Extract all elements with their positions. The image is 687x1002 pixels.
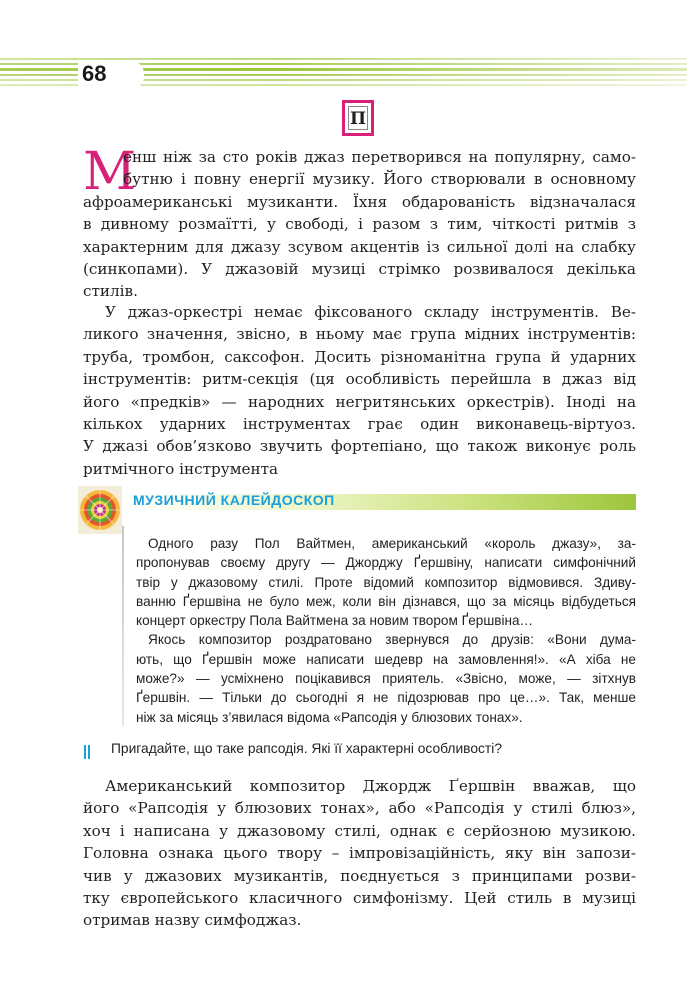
text-line: його «предків» — народних негритянських оркестрів). Іноді на xyxy=(83,392,636,411)
page-number: 68 xyxy=(82,61,107,86)
section-mark-label: П xyxy=(348,106,368,130)
question-marker-icon xyxy=(84,745,91,759)
text-line: в дивному розмаїтті, у свободі, і разом з тим, чіткості ритмів з xyxy=(83,215,636,234)
text-line: У джазі обов’язково звучить фортепіано, що також виконує роль xyxy=(83,437,636,456)
drop-cap: М xyxy=(83,142,137,202)
text-line: ванню Ґершвіна не було меж, коли він дізнався, що за місяць відбудеться xyxy=(136,593,636,609)
text-line: ликого значення, звісно, в ньому має група мідних інструментів: xyxy=(83,325,636,344)
text-line: У джаз-оркестрі немає фіксованого складу інструментів. Ве- xyxy=(105,303,636,321)
section-mark xyxy=(342,100,374,136)
text-line: труба, тромбон, саксофон. Досить різноманітна група й ударних xyxy=(83,347,636,366)
text-line: концерт оркестру Пола Вайтмена за новим твором Ґершвіна… xyxy=(136,613,534,629)
text-line: (синкопами). У джазовій музиці стрімко розвивалося декілька xyxy=(83,259,636,278)
text-line: хоч і написана у джазовому стилі, однак є серйозною музикою. xyxy=(83,821,636,840)
kaleidoscope-story xyxy=(136,534,636,727)
kaleidoscope-left-rule xyxy=(122,526,124,726)
text-line: ють, що Ґершвін може написати шедевр на замовлення!». «А хіба не xyxy=(136,651,636,667)
text-line: Якось композитор роздратовано звернувся до друзів: «Вони дума- xyxy=(148,632,636,648)
text-line: характерним для джазу зсувом акцентів із сильної долі на слабку xyxy=(83,237,636,256)
text-line: його «Рапсодія у блюзових тонах», або «Рапсодія у стилі блюз», xyxy=(83,799,636,818)
text-line: кількох ударних інструментах грає один виконавець-віртуоз. xyxy=(83,414,636,433)
text-line: енш ніж за сто років джаз перетворився на популярну, само- xyxy=(123,148,636,166)
text-line: чив у джазових музикантів, поєднується з принципами розви- xyxy=(83,866,636,885)
text-line: Американський композитор Джордж Ґершвін вважав, що xyxy=(105,777,636,795)
text-line: отримав назву симфоджаз. xyxy=(83,911,302,930)
text-line: тку європейського класичного симфонізму. Цей стиль в музиці xyxy=(83,888,636,907)
text-line: пропонував своєму другу — Джорджу Ґершвіну, написати симфонічний xyxy=(136,555,636,571)
text-line: афроамериканські музиканти. Їхня обдарованість відзначалася xyxy=(83,192,636,211)
text-line: бутню і повну енергії музику. Його створювали в основному xyxy=(123,170,636,189)
text-line: твір у джазовому стилі. Проте відомий композитор відмовився. Здиву- xyxy=(136,574,636,590)
text-line: ніж за місяць з’явилася відома «Рапсодія у блюзових тонах». xyxy=(136,709,523,725)
text-line: стилів. xyxy=(83,282,138,301)
text-line: ритмічного інструмента xyxy=(83,459,279,478)
question-text: Пригадайте, що таке рапсодія. Які її характерні особливості? xyxy=(111,741,502,756)
intro-paragraph xyxy=(83,142,636,303)
text-line: Головна ознака цього твору – імпровізаційність, яку він запози- xyxy=(83,844,636,863)
text-line: інструментів: ритм-секція (ця особливість перейшла в джаз від xyxy=(83,370,636,389)
text-line: Одного разу Пол Вайтмен, американський «король джазу», за- xyxy=(148,536,636,551)
kaleidoscope-icon xyxy=(78,486,122,534)
text-line: може?» — усміхнено поцікавився приятель. «Звісно, може, — зітхнув xyxy=(136,671,636,687)
text-line: Ґершвін. — Тільки до сьогодні я не підозрював про це…». Так, менше xyxy=(136,690,636,706)
paragraph-instruments xyxy=(83,301,636,480)
kaleidoscope-title: МУЗИЧНИЙ КАЛЕЙДОСКОП xyxy=(133,492,335,508)
paragraph-gershwin xyxy=(83,775,636,932)
